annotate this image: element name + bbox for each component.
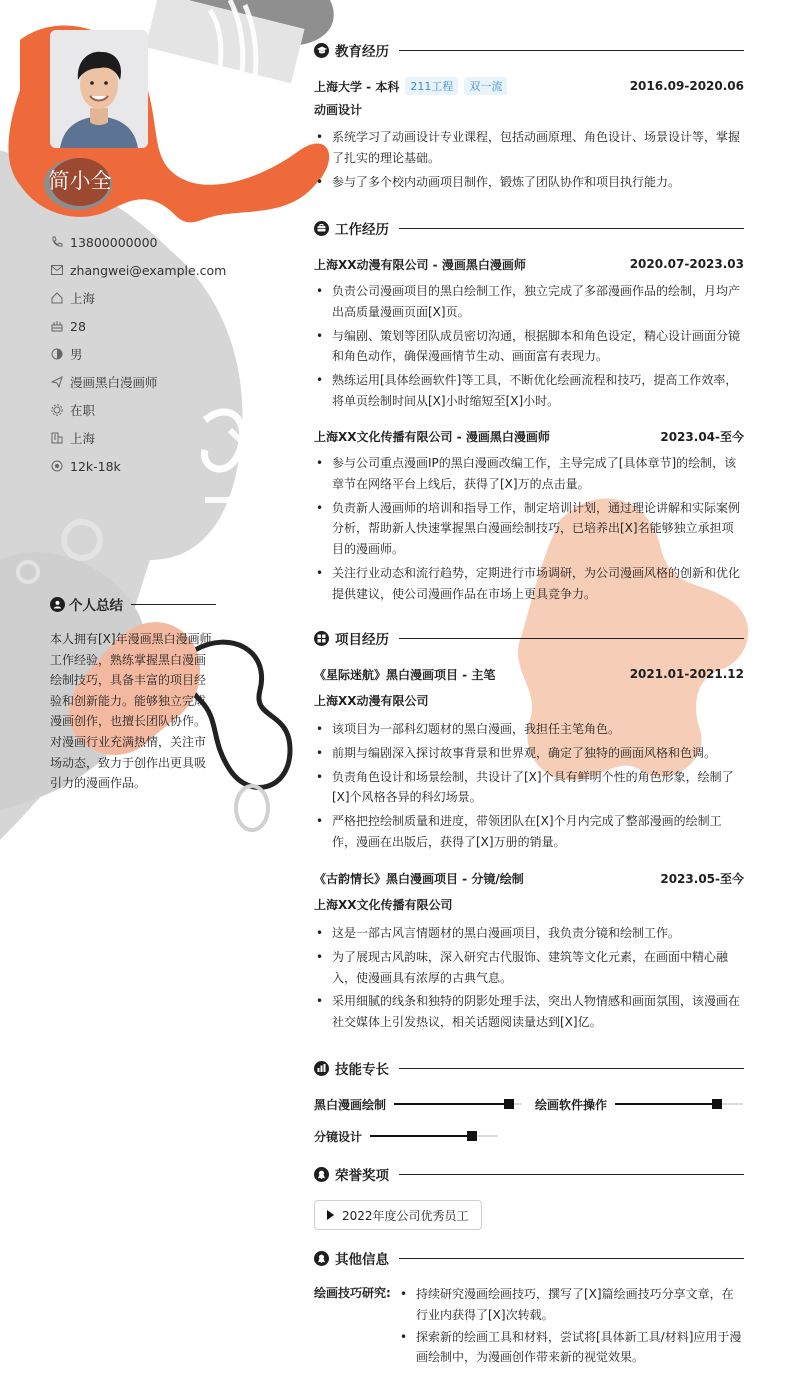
list-item: • 熟练运用[具体绘画软件]等工具，不断优化绘画流程和技巧，提高工作效率，将单页绘制时间从[X]小时缩短至[X]小时。 — [314, 370, 744, 412]
skill-name: 黑白漫画绘制 — [314, 1097, 387, 1112]
list-item: • 负责角色设计和场景绘制，共设计了[X]个具有鲜明个性的角色形象，绘制了[X]个风格各异的科幻场景。 — [314, 767, 744, 809]
education-title: 教育经历 — [335, 44, 389, 60]
list-item: • 探索新的绘画工具和材料，尝试将[具体新工具/材料]应用于漫画绘制中，为漫画创作带来新的视觉效果。 — [398, 1327, 744, 1369]
other-bullets — [398, 1284, 744, 1369]
major: 动画设计 — [314, 103, 363, 117]
award-item — [314, 1200, 482, 1230]
home-icon — [50, 291, 64, 305]
award-icon — [314, 1251, 329, 1266]
skills-heading — [314, 1058, 744, 1078]
building-icon — [50, 431, 64, 445]
info-location — [50, 287, 270, 309]
list-item: • 该项目为一部科幻题材的黑白漫画，我担任主笔角色。 — [314, 719, 744, 740]
age-icon — [50, 319, 64, 333]
info-city — [50, 427, 270, 449]
city-value: 上海 — [70, 431, 96, 446]
skill-bar-knob — [467, 1131, 477, 1141]
work-divider — [399, 228, 744, 229]
other-label: 绘画技巧研究: — [314, 1286, 391, 1300]
graduation-cap-icon — [314, 43, 329, 58]
list-item: • 这是一部古风言情题材的黑白漫画项目，我负责分镜和绘制工作。 — [314, 923, 744, 944]
tag-double-first-class: 双一流 — [464, 77, 507, 95]
list-item: • 参与公司重点漫画IP的黑白漫画改编工作，主导完成了[具体章节]的绘制，该章节在网络平台上线后，获得了[X]万的点击量。 — [314, 453, 744, 495]
skill-item — [314, 1128, 498, 1144]
work-title: 工作经历 — [335, 222, 389, 238]
list-item: • 与编剧、策划等团队成员密切沟通，根据脚本和角色设定，精心设计画面分镜和角色动作，确保漫画情节生动、画面富有表现力。 — [314, 326, 744, 368]
list-item: • 系统学习了动画设计专业课程，包括动画原理、角色设计、场景设计等，掌握了扎实的理论基础。 — [314, 127, 744, 169]
summary-text: 本人拥有[X]年漫画黑白漫画师工作经验，熟练掌握黑白漫画绘制技巧，具备丰富的项目经验和创新能力。能够独立完成漫画创作，也擅长团队协作。对漫画行业充满热情，关注市场动态，致力于创作出更具吸引力的漫画作品。 — [50, 632, 212, 791]
awards-divider — [399, 1174, 744, 1175]
skill-bar — [615, 1103, 743, 1105]
avatar-portrait — [50, 30, 148, 148]
skill-item — [535, 1096, 743, 1112]
projects-title: 项目经历 — [335, 632, 389, 648]
education-bullets — [314, 127, 744, 192]
list-item: • 持续研究漫画绘画技巧，撰写了[X]篇绘画技巧分享文章，在行业内获得了[X]次转载。 — [398, 1284, 744, 1326]
grid-icon — [314, 631, 329, 646]
job-2-header: 上海XX文化传播有限公司 - 漫画黑白漫画师 — [314, 429, 550, 444]
name-badge — [42, 152, 114, 210]
gender-value: 男 — [70, 347, 83, 362]
summary-title: 个人总结 — [69, 598, 123, 614]
education-divider — [399, 50, 744, 51]
list-item: • 前期与编剧深入探讨故事背景和世界观，确定了独特的画面风格和色调。 — [314, 743, 744, 764]
projects-heading — [314, 628, 744, 648]
mail-icon — [50, 263, 64, 277]
project-row-2 — [314, 869, 744, 887]
skill-name: 分镜设计 — [314, 1129, 363, 1144]
email-value: zhangwei@example.com — [70, 262, 227, 278]
list-item: • 负责新人漫画师的培训和指导工作，制定培训计划，通过理论讲解和实际案例分析，帮助新人快速掌握黑白漫画绘制技巧，已培养出[X]名能够独立承担项目的漫画师。 — [314, 498, 744, 560]
list-item: • 参与了多个校内动画项目制作，锻炼了团队协作和项目执行能力。 — [314, 172, 744, 193]
list-item: • 关注行业动态和流行趋势，定期进行市场调研，为公司漫画风格的创新和优化提供建议，使公司漫画作品在市场上更具竞争力。 — [314, 563, 744, 605]
project-2-date: 2023.05-至今 — [660, 871, 744, 886]
award-label: 2022年度公司优秀员工 — [342, 1208, 469, 1223]
status-value: 在职 — [70, 403, 96, 418]
other-heading — [314, 1248, 744, 1268]
info-phone — [50, 231, 270, 253]
bar-chart-icon — [314, 1061, 329, 1076]
avatar — [50, 30, 148, 148]
job-1-bullets — [314, 281, 744, 412]
info-status — [50, 399, 270, 421]
job-row-2 — [314, 427, 744, 445]
other-title: 其他信息 — [335, 1252, 389, 1268]
info-position — [50, 371, 270, 393]
education-date: 2016.09-2020.06 — [629, 79, 744, 93]
skill-bar — [394, 1103, 522, 1105]
list-item: • 采用细腻的线条和独特的阴影处理手法，突出人物情感和画面氛围，该漫画在社交媒体上引发热议，相关话题阅读量达到[X]亿。 — [314, 991, 744, 1033]
list-item: • 为了展现古风韵味，深入研究古代服饰、建筑等文化元素，在画面中精心融入，使漫画具有浓厚的古典气息。 — [314, 947, 744, 989]
project-1-date: 2021.01-2021.12 — [629, 667, 744, 681]
job-2-date: 2023.04-至今 — [660, 429, 744, 444]
gender-icon — [50, 347, 64, 361]
skill-bar — [370, 1135, 498, 1137]
play-icon — [327, 1210, 334, 1220]
skill-bar-fill — [394, 1103, 509, 1105]
person-name: 简小全 — [48, 169, 112, 193]
send-icon — [50, 375, 64, 389]
age-value: 28 — [70, 318, 86, 334]
skill-bar-fill — [370, 1135, 472, 1137]
list-item: • 严格把控绘制质量和进度，带领团队在[X]个月内完成了整部漫画的绘制工作，漫画在出版后，获得了[X]万册的销量。 — [314, 811, 744, 853]
education-heading — [314, 40, 744, 60]
skill-name: 绘画软件操作 — [535, 1097, 608, 1112]
project-2-bullets — [314, 923, 744, 1033]
salary-value: 12k-18k — [70, 458, 121, 474]
phone-value: 13800000000 — [70, 234, 158, 250]
skill-bar-fill — [615, 1103, 717, 1105]
location-value: 上海 — [70, 291, 96, 306]
awards-heading — [314, 1164, 744, 1184]
info-gender — [50, 343, 270, 365]
summary-divider — [131, 604, 216, 605]
project-1-company: 上海XX动漫有限公司 — [314, 694, 429, 708]
job-row-1 — [314, 255, 744, 273]
award-icon — [314, 1167, 329, 1182]
project-1-bullets — [314, 719, 744, 853]
position-value: 漫画黑白漫画师 — [70, 375, 158, 390]
info-salary — [50, 455, 270, 477]
job-1-header: 上海XX动漫有限公司 - 漫画黑白漫画师 — [314, 257, 526, 272]
info-age — [50, 315, 270, 337]
list-item: • 负责公司漫画项目的黑白绘制工作，独立完成了多部漫画作品的绘制，月均产出高质量漫画页面[X]页。 — [314, 281, 744, 323]
skills-divider — [399, 1068, 744, 1069]
other-divider — [399, 1258, 744, 1259]
user-icon — [50, 597, 65, 612]
summary-heading — [50, 594, 216, 614]
skill-bar-knob — [712, 1099, 722, 1109]
skill-item — [314, 1096, 522, 1112]
school-name: 上海大学 - 本科 — [314, 79, 400, 94]
skill-bar-knob — [504, 1099, 514, 1109]
status-icon — [50, 403, 64, 417]
project-2-header: 《古韵情长》黑白漫画项目 - 分镜/绘制 — [314, 871, 524, 886]
skills-title: 技能专长 — [335, 1062, 389, 1078]
job-2-bullets — [314, 453, 744, 605]
phone-icon — [50, 235, 64, 249]
briefcase-icon — [314, 221, 329, 236]
project-row-1 — [314, 665, 744, 683]
work-heading — [314, 218, 744, 238]
education-row — [314, 77, 744, 95]
tag-211: 211工程 — [405, 77, 458, 95]
job-1-date: 2020.07-2023.03 — [629, 257, 744, 271]
projects-divider — [399, 638, 744, 639]
project-1-header: 《星际迷航》黑白漫画项目 - 主笔 — [314, 667, 496, 682]
awards-title: 荣誉奖项 — [335, 1168, 389, 1184]
salary-icon — [50, 459, 64, 473]
info-email — [50, 259, 270, 281]
outline-oval — [236, 786, 268, 830]
project-2-company: 上海XX文化传播有限公司 — [314, 898, 453, 912]
